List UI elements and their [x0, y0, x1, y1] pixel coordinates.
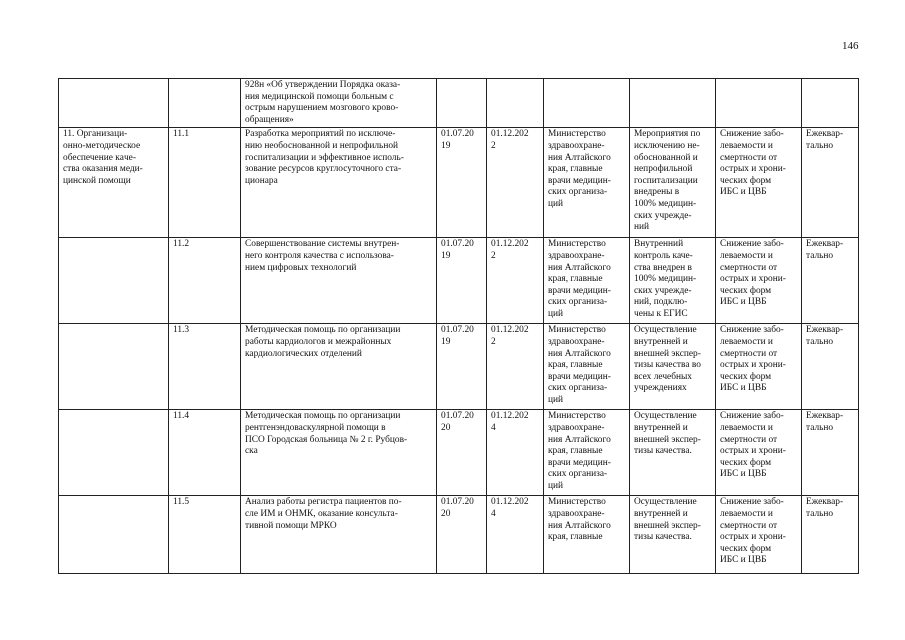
table-row	[59, 496, 859, 574]
item-number: 11.5	[169, 496, 241, 574]
end-date-cell: 01.12.202 4	[487, 410, 544, 496]
result-cell: Осуществление внутренней и внешней экспер- тизы качества во всех лечебных учреждениях	[630, 324, 716, 410]
activity-cell: Разработка мероприятий по исключе- нию необоснованной и непрофильной госпитализации и эффективное исполь- зование ресурсов круглосуточного ста- ционара	[241, 128, 437, 238]
end-date-cell: 01.12.202 2	[487, 324, 544, 410]
continued-activity-cell: 928н «Об утверждении Порядка оказа- ния медицинской помощи больным с острым нарушением мозгового крово- обращения»	[241, 79, 437, 128]
executor-cell: Министерство здравоохране- ния Алтайского края, главные врачи медицин- ских организа- ций	[544, 324, 630, 410]
indicator-cell: Снижение забо- леваемости и смертности от острых и хрони- ческих форм ИБС и ЦВБ	[716, 238, 802, 324]
item-number: 11.3	[169, 324, 241, 410]
start-date-cell: 01.07.20 19	[437, 238, 487, 324]
executor-cell: Министерство здравоохране- ния Алтайского края, главные врачи медицин- ских организа- ций	[544, 410, 630, 496]
table-row	[59, 324, 859, 410]
item-number: 11.4	[169, 410, 241, 496]
cell-empty	[802, 79, 859, 128]
result-cell: Осуществление внутренней и внешней экспер- тизы качества.	[630, 496, 716, 574]
section-title-cell: 11. Организаци- онно-методическое обеспечение кaче- ства оказания меди- цинской помощи	[59, 128, 169, 238]
executor-cell: Министерство здравоохране- ния Алтайского края, главные	[544, 496, 630, 574]
indicator-cell: Снижение забо- леваемости и смертности от острых и хрони- ческих форм ИБС и ЦВБ	[716, 496, 802, 574]
item-number: 11.1	[169, 128, 241, 238]
item-number: 11.2	[169, 238, 241, 324]
frequency-cell: Ежеквар- тально	[802, 238, 859, 324]
cell-empty	[716, 79, 802, 128]
cell-empty	[169, 79, 241, 128]
activity-cell: Совершенствование системы внутрен- него контроля качества с использова- нием цифровых технологий	[241, 238, 437, 324]
executor-cell: Министерство здравоохране- ния Алтайского края, главные врачи медицин- ских организа- ций	[544, 238, 630, 324]
frequency-cell: Ежеквар- тально	[802, 128, 859, 238]
cell-empty	[59, 410, 169, 496]
indicator-cell: Снижение забо- леваемости и смертности от острых и хрони- ческих форм ИБС и ЦВБ	[716, 410, 802, 496]
action-plan-table	[58, 78, 859, 574]
executor-cell: Министерство здравоохране- ния Алтайского края, главные врачи медицин- ских организа- ций	[544, 128, 630, 238]
page-number: 146	[842, 40, 859, 52]
frequency-cell: Ежеквар- тально	[802, 324, 859, 410]
result-cell: Осуществление внутренней и внешней экспер- тизы качества.	[630, 410, 716, 496]
indicator-cell: Снижение забо- леваемости и смертности от острых и хрони- ческих форм ИБС и ЦВБ	[716, 324, 802, 410]
cell-empty	[59, 79, 169, 128]
result-cell: Внутренний контроль каче- ства внедрен в 100% медицин- ских учрежде- ний, подклю- чены к ЕГИС	[630, 238, 716, 324]
end-date-cell: 01.12.202 2	[487, 128, 544, 238]
activity-cell: Методическая помощь по организации рентгенэндоваскулярной помощи в ПСО Городская больница № 2 г. Рубцов- ска	[241, 410, 437, 496]
cell-empty	[487, 79, 544, 128]
end-date-cell: 01.12.202 4	[487, 496, 544, 574]
start-date-cell: 01.07.20 20	[437, 496, 487, 574]
result-cell: Мероприятия по исключению не- обоснованной и непрофильной госпитализации внедрены в 100% медицин- ских учрежде- ний	[630, 128, 716, 238]
cell-empty	[59, 324, 169, 410]
start-date-cell: 01.07.20 19	[437, 128, 487, 238]
table-row	[59, 79, 859, 128]
cell-empty	[59, 238, 169, 324]
table-row	[59, 410, 859, 496]
end-date-cell: 01.12.202 2	[487, 238, 544, 324]
table-row	[59, 128, 859, 238]
cell-empty	[630, 79, 716, 128]
start-date-cell: 01.07.20 19	[437, 324, 487, 410]
cell-empty	[437, 79, 487, 128]
cell-empty	[59, 496, 169, 574]
indicator-cell: Снижение забо- леваемости и смертности от острых и хрони- ческих форм ИБС и ЦВБ	[716, 128, 802, 238]
table-row	[59, 238, 859, 324]
activity-cell: Методическая помощь по организации работы кардиологов и межрайонных кардиологических отделений	[241, 324, 437, 410]
frequency-cell: Ежеквар- тально	[802, 496, 859, 574]
start-date-cell: 01.07.20 20	[437, 410, 487, 496]
frequency-cell: Ежеквар- тально	[802, 410, 859, 496]
cell-empty	[544, 79, 630, 128]
activity-cell: Анализ работы регистра пациентов по- сле ИМ и ОНМК, оказание консульта- тивной помощи МРКО	[241, 496, 437, 574]
